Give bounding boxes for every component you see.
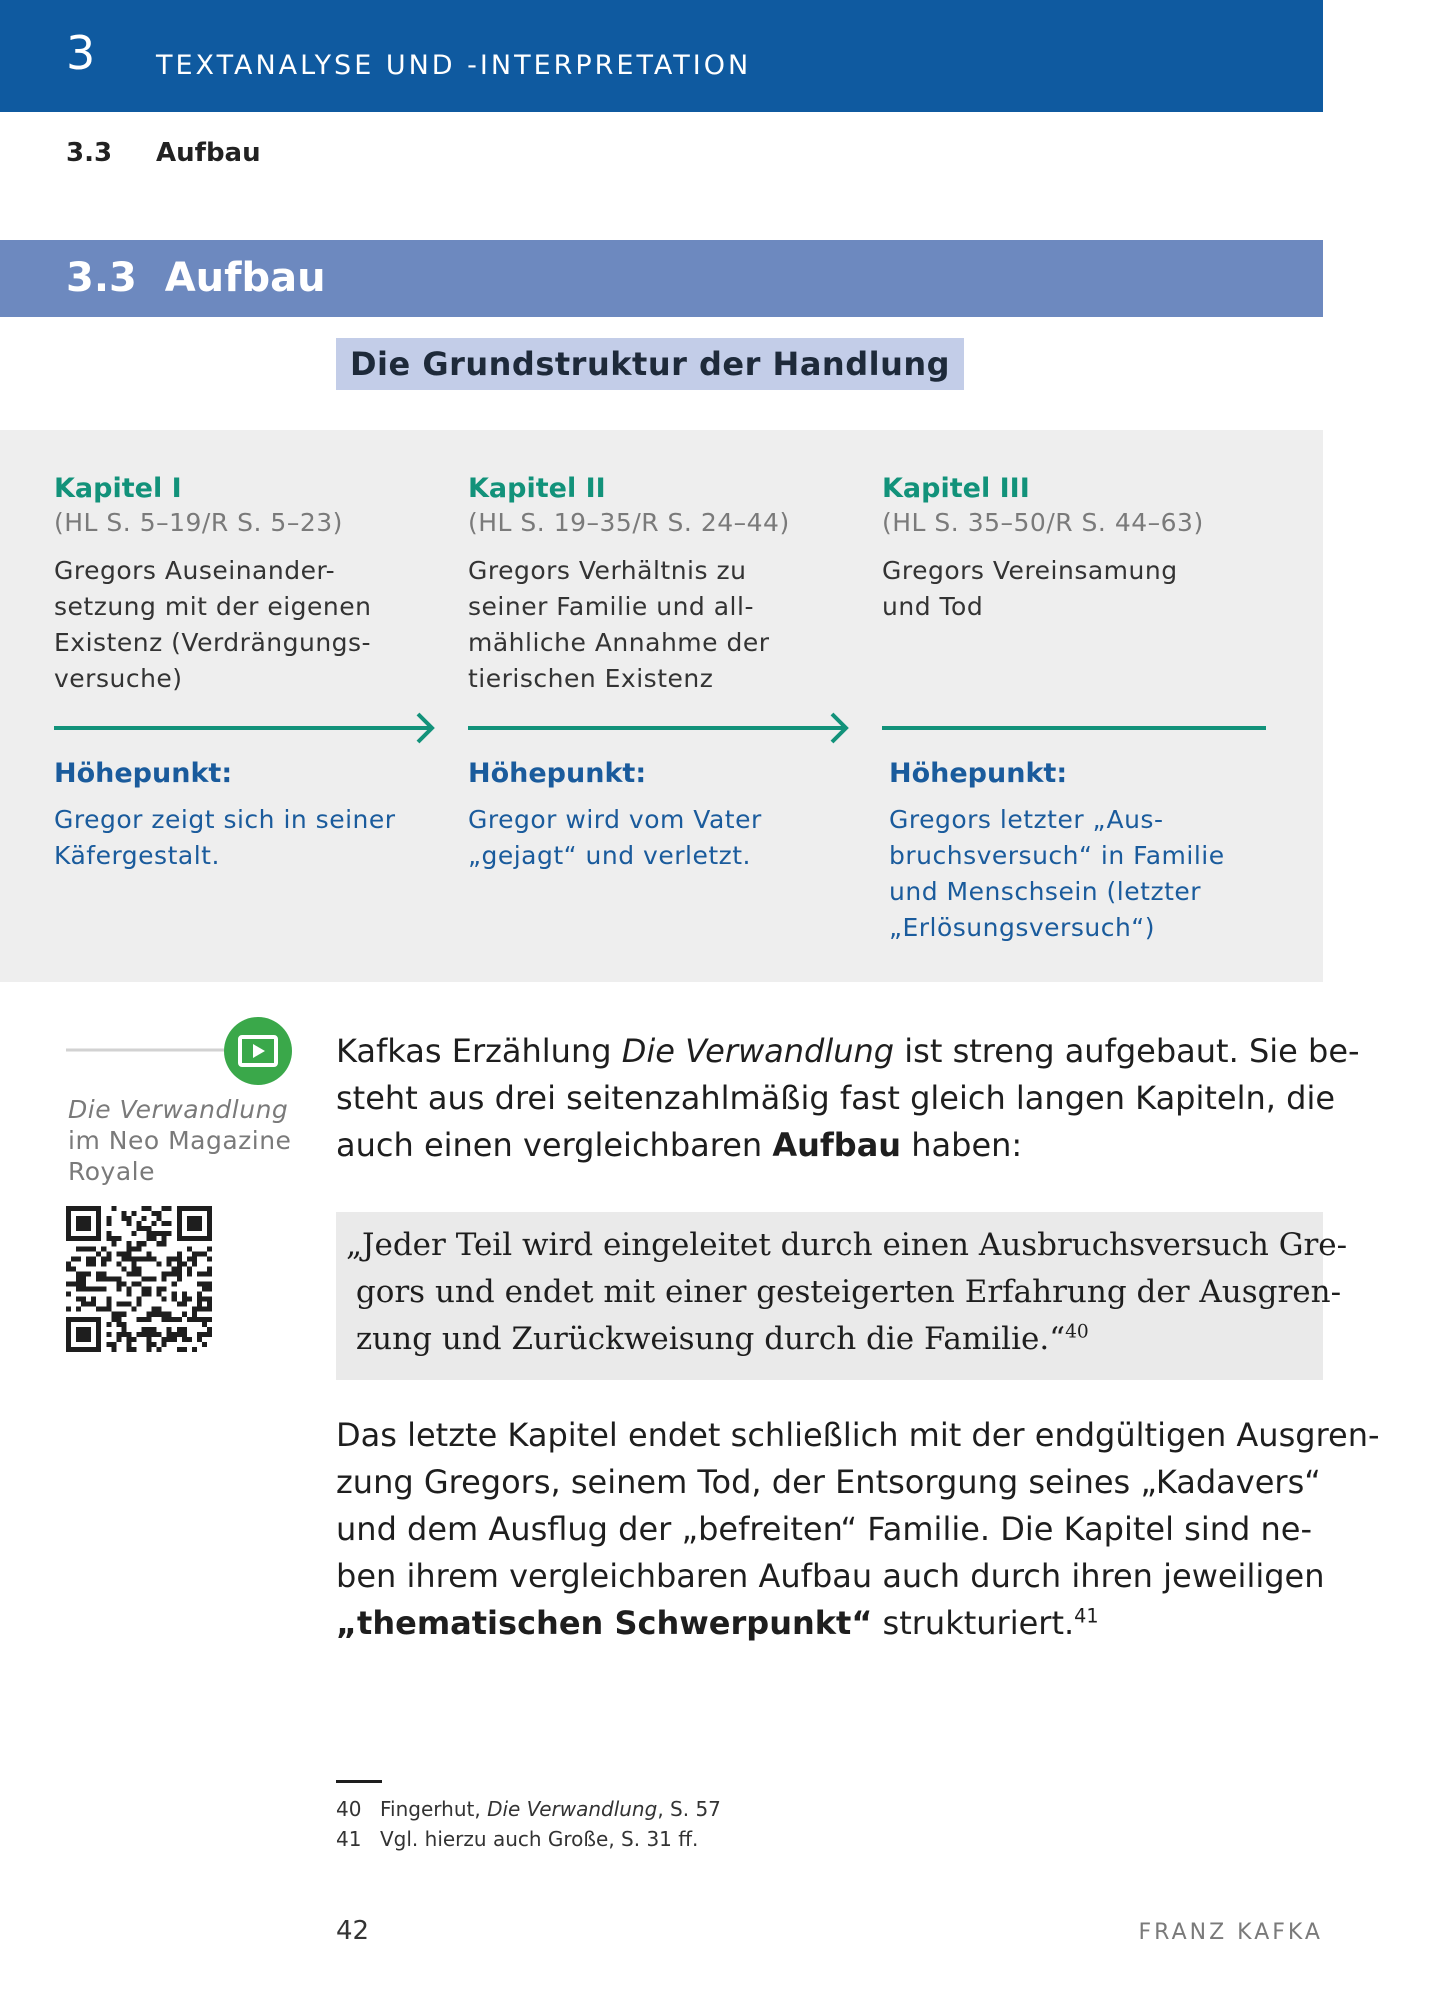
video-caption bbox=[68, 1094, 291, 1187]
climax-line: Gregors letzter „Aus- bbox=[889, 805, 1164, 834]
climax-text bbox=[468, 802, 762, 874]
climax-text bbox=[889, 802, 1225, 946]
climax-line: Gregor zeigt sich in seiner bbox=[54, 805, 396, 834]
chapter-description bbox=[468, 553, 770, 697]
chapter-heading: Kapitel III bbox=[882, 473, 1030, 504]
desc-line: seiner Familie und all- bbox=[468, 592, 754, 621]
climax-line: bruchsversuch“ in Familie bbox=[889, 841, 1225, 870]
chapter-description bbox=[882, 553, 1178, 625]
chapter-page-ref: (HL S. 19–35/R S. 24–44) bbox=[468, 508, 790, 537]
caption-line: im Neo Magazine bbox=[68, 1126, 292, 1155]
climax-label: Höhepunkt: bbox=[468, 758, 647, 789]
breadcrumb-title: Aufbau bbox=[156, 138, 261, 168]
footnote-41: 41 Vgl. hierzu auch Große, S. 31 ff. bbox=[336, 1827, 699, 1851]
qr-code[interactable] bbox=[66, 1206, 212, 1352]
body-paragraph: Das letzte Kapitel endet schließlich mit der endgültigen Ausgren- zung Gregors, seinem Tod, der Entsorgung seines „Kadavers“ und dem Ausflug der „befreiten“ Familie. Die Kapitel sind ne- ben ihrem vergleichbaren Aufbau auch durch ihren jeweiligen „thematischen Schwerpunkt“ strukturiert.$^{41}$ bbox=[336, 1416, 1380, 1642]
chapter-page-ref: (HL S. 35–50/R S. 44–63) bbox=[882, 508, 1204, 537]
breadcrumb-number: 3.3 bbox=[66, 138, 113, 168]
footnote-40: 40 Fingerhut, Die Verwandlung, S. 57 bbox=[336, 1797, 721, 1821]
chapter-header-bar bbox=[0, 0, 1323, 112]
section-title: 3.3 Aufbau bbox=[66, 255, 326, 301]
desc-line: Gregors Vereinsamung bbox=[882, 556, 1178, 585]
intro-paragraph: Kafkas Erzählung Die Verwandlung ist streng aufgebaut. Sie be- steht aus drei seitenzahlmäßig fast gleich langen Kapiteln, die auch einen vergleichbaren Aufbau haben: bbox=[336, 1032, 1360, 1164]
chapter-heading: Kapitel II bbox=[468, 473, 606, 504]
desc-line: Existenz (Verdrängungs- bbox=[54, 628, 372, 657]
climax-line: Käfergestalt. bbox=[54, 841, 220, 870]
climax-line: und Menschsein (letzter bbox=[889, 877, 1202, 906]
desc-line: Gregors Auseinander- bbox=[54, 556, 336, 585]
page-number: 42 bbox=[336, 1916, 370, 1946]
keyword-aufbau: Aufbau bbox=[772, 1126, 902, 1164]
chapter-page-ref: (HL S. 5–19/R S. 5–23) bbox=[54, 508, 343, 537]
climax-line: „Erlösungsversuch“) bbox=[889, 913, 1155, 942]
desc-line: mähliche Annahme der bbox=[468, 628, 770, 657]
footnote-ref[interactable]: 41 bbox=[1074, 1604, 1099, 1628]
climax-text bbox=[54, 802, 396, 874]
video-play-icon[interactable] bbox=[223, 1016, 293, 1086]
climax-line: Gregor wird vom Vater bbox=[468, 805, 762, 834]
climax-line: „gejagt“ und verletzt. bbox=[468, 841, 751, 870]
desc-line: und Tod bbox=[882, 592, 984, 621]
keyword-schwerpunkt: „thematischen Schwerpunkt“ bbox=[336, 1604, 873, 1642]
caption-title: Die Verwandlung bbox=[68, 1095, 289, 1124]
chapter-number: 3 bbox=[66, 26, 96, 80]
footnote-ref[interactable]: 40 bbox=[1065, 1321, 1089, 1343]
footer-brand: FRANZ KAFKA bbox=[1138, 1920, 1323, 1945]
climax-label: Höhepunkt: bbox=[889, 758, 1068, 789]
chapter-description bbox=[54, 553, 372, 697]
desc-line: versuche) bbox=[54, 664, 183, 693]
desc-line: setzung mit der eigenen bbox=[54, 592, 372, 621]
caption-line: Royale bbox=[68, 1157, 155, 1186]
desc-line: Gregors Verhältnis zu bbox=[468, 556, 747, 585]
diagram-title: Die Grundstruktur der Handlung bbox=[336, 338, 964, 390]
desc-line: tierischen Existenz bbox=[468, 664, 714, 693]
climax-label: Höhepunkt: bbox=[54, 758, 233, 789]
section-header-bar bbox=[0, 240, 1323, 317]
quote-text: „Jeder Teil wird eingeleitet durch einen Ausbruchsversuch Gre- gors und endet mit einer gesteigerten Erfahrung der Ausgren- zung und Zurückweisung durch die Familie.“$^{40}$ bbox=[346, 1227, 1348, 1357]
footnote-rule bbox=[336, 1780, 382, 1783]
chapter-heading: Kapitel I bbox=[54, 473, 182, 504]
chapter-title: TEXTANALYSE UND -INTERPRETATION bbox=[156, 50, 752, 81]
work-title: Die Verwandlung bbox=[621, 1032, 895, 1070]
